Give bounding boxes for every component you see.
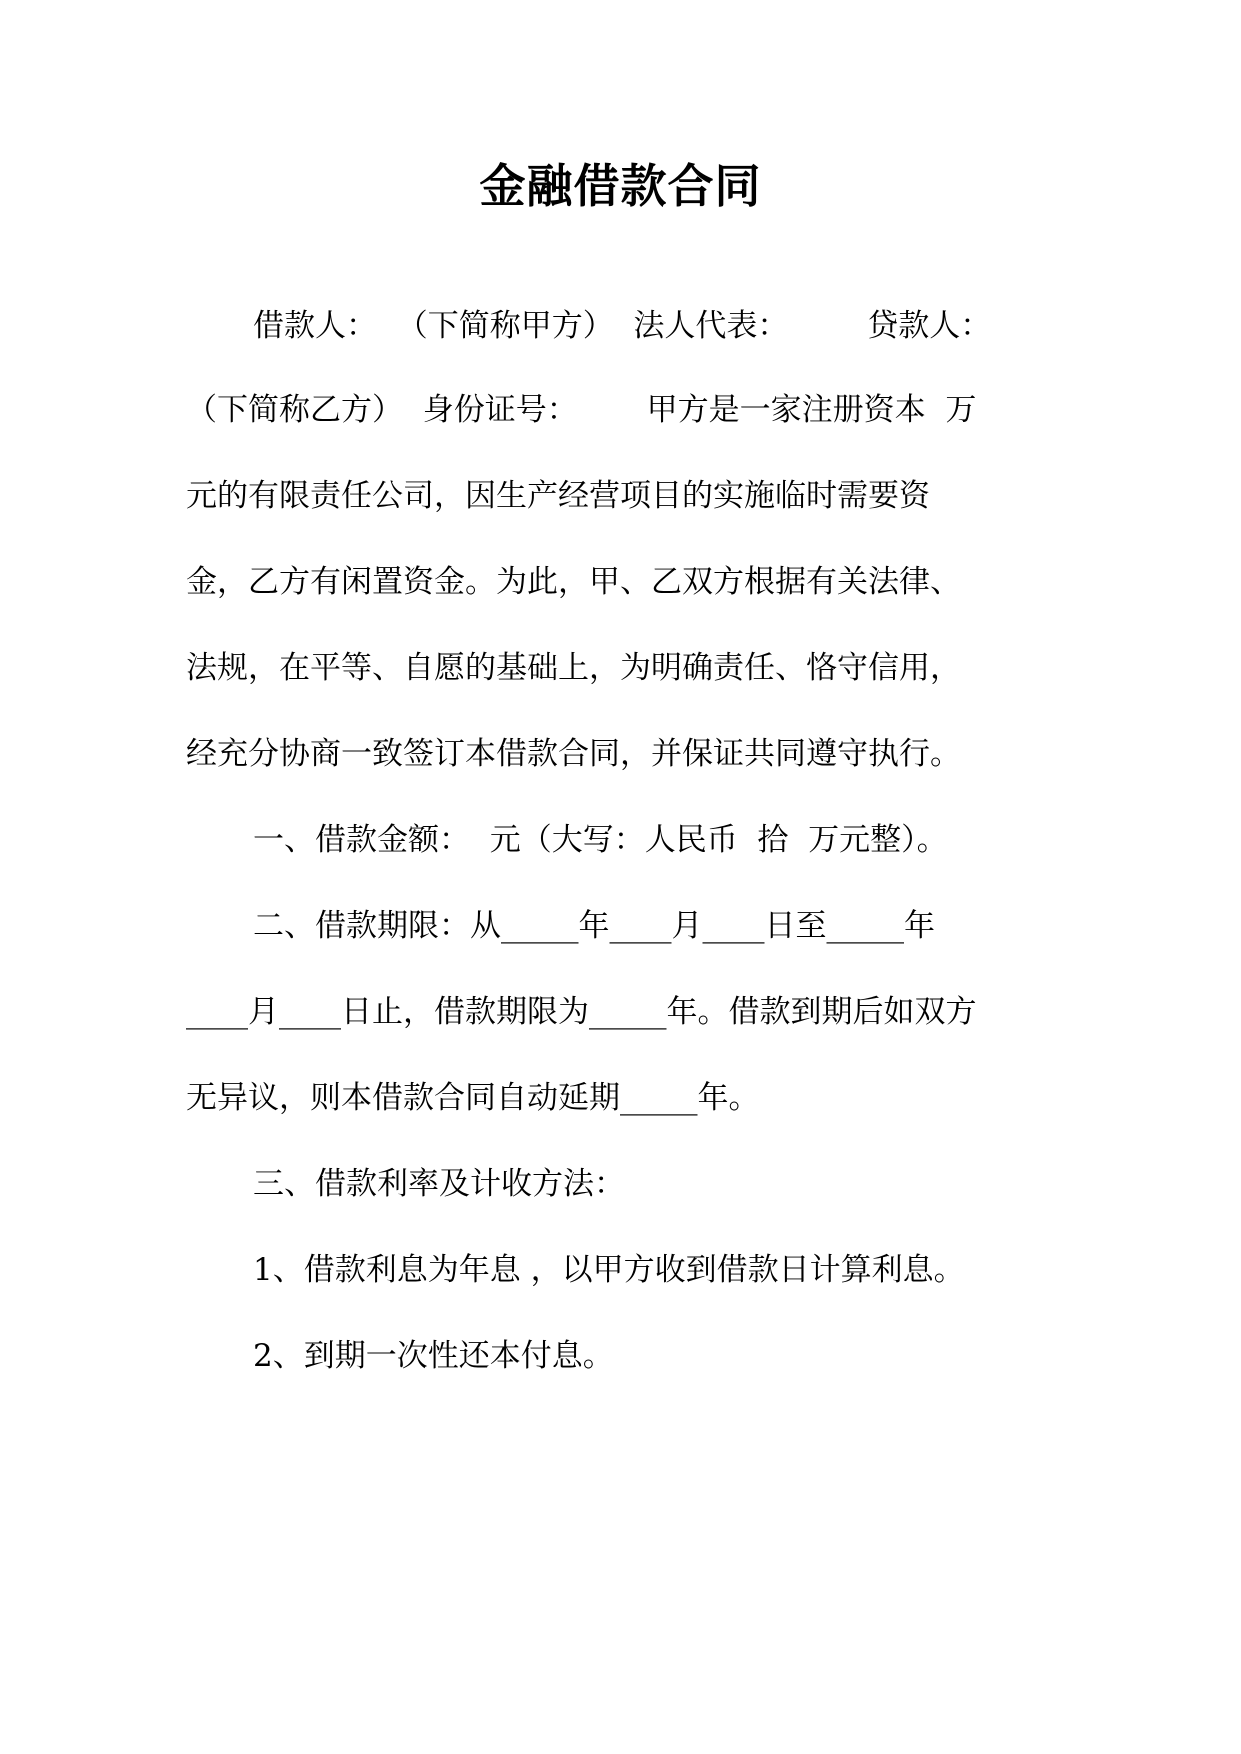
clause-interest: 三、借款利率及计收方法：: [253, 1166, 625, 1202]
clause-amount: 一、借款金额： 元（大写：人民币 拾 万元整）。: [253, 822, 948, 858]
paragraph-line: （下简称乙方） 身份证号： 甲方是一家注册资本 万: [186, 392, 977, 428]
clause-item-2: 2、到期一次性还本付息。: [253, 1338, 614, 1374]
clause-term: 二、借款期限：从_____年____月____日至_____年: [253, 908, 935, 944]
clause-item-1: 1、借款利息为年息 ，以甲方收到借款日计算利息。: [253, 1252, 965, 1288]
paragraph-line: 法规，在平等、自愿的基础上，为明确责任、恪守信用，: [186, 650, 961, 686]
paragraph-line: 元的有限责任公司，因生产经营项目的实施临时需要资: [186, 478, 930, 514]
paragraph-line: 无异议，则本借款合同自动延期_____年。: [186, 1080, 760, 1116]
document-title: 金融借款合同: [479, 159, 762, 213]
paragraph-line: 金，乙方有闲置资金。为此，甲、乙双方根据有关法律、: [186, 564, 961, 600]
paragraph-line: 借款人： （下简称甲方） 法人代表： 贷款人：: [253, 308, 992, 344]
paragraph-line: ____月____日止，借款期限为_____年。借款到期后如双方: [186, 994, 977, 1030]
paragraph-line: 经充分协商一致签订本借款合同，并保证共同遵守执行。: [186, 736, 961, 772]
